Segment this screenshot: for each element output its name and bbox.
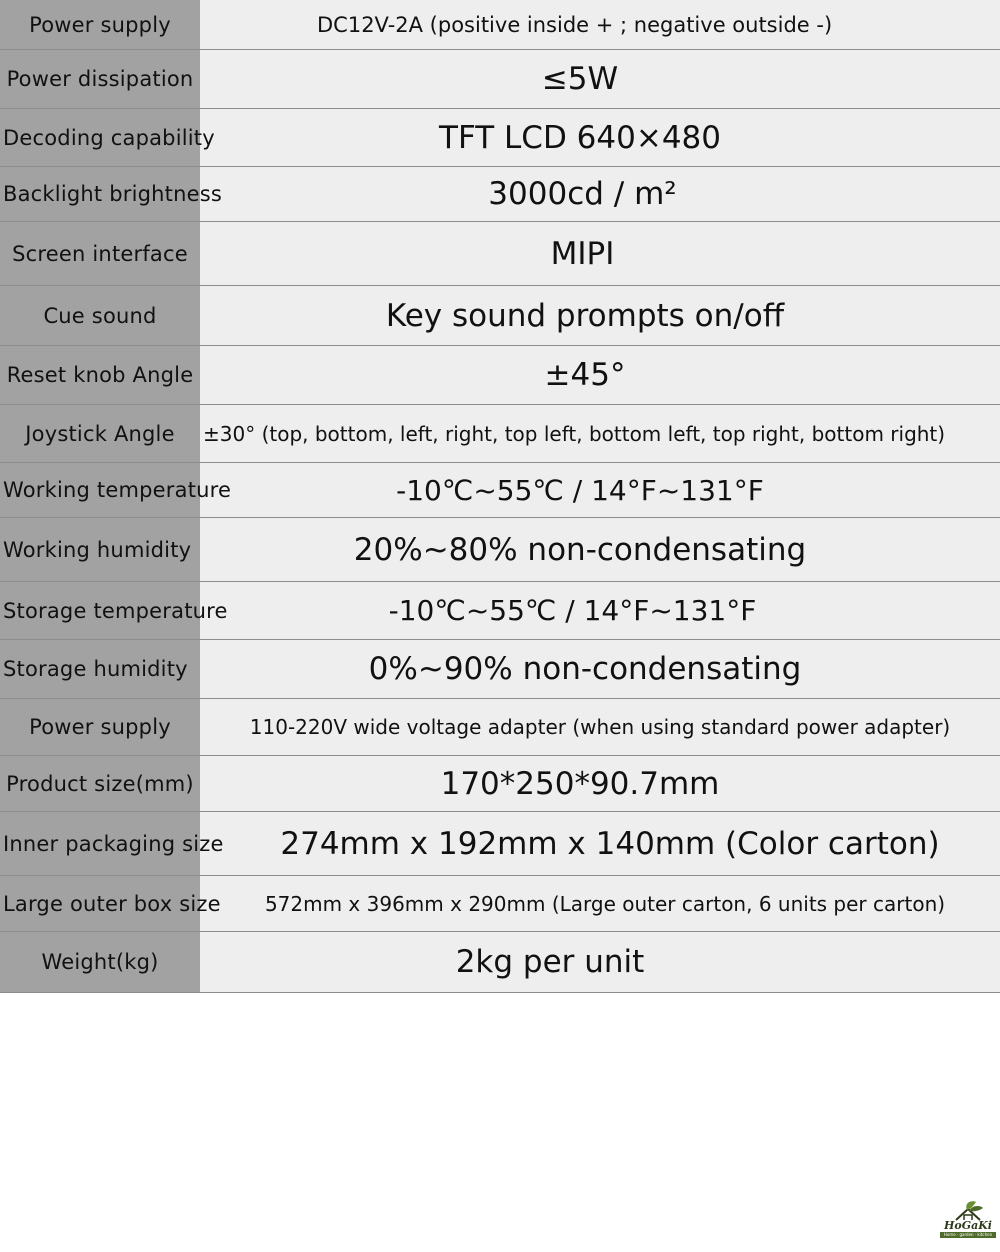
spec-row-working-temperature bbox=[0, 463, 1000, 518]
spec-label-text: Large outer box size bbox=[3, 891, 221, 916]
spec-label bbox=[0, 932, 200, 992]
spec-value: 0%~90% non-condensating bbox=[200, 640, 1000, 698]
spec-row-storage-humidity bbox=[0, 640, 1000, 699]
spec-label bbox=[0, 405, 200, 462]
spec-row-backlight-brightness bbox=[0, 167, 1000, 222]
spec-value: Key sound prompts on/off bbox=[200, 286, 1000, 345]
spec-label-text: Inner packaging size bbox=[3, 831, 224, 856]
spec-label-text: Decoding capability bbox=[3, 125, 215, 150]
spec-label-text: Working humidity bbox=[3, 537, 192, 562]
spec-row-inner-packaging-size bbox=[0, 812, 1000, 876]
spec-label bbox=[0, 0, 200, 49]
spec-label bbox=[0, 222, 200, 285]
spec-value: ±45° bbox=[200, 346, 1000, 404]
spec-label bbox=[0, 699, 200, 755]
spec-row-product-size bbox=[0, 756, 1000, 812]
spec-label-text: Product size(mm) bbox=[6, 771, 194, 796]
spec-value: ±30° (top, bottom, left, right, top left, bottom left, top right, bottom right) bbox=[200, 405, 1000, 462]
spec-label bbox=[0, 167, 222, 221]
spec-label-text: Storage temperature bbox=[3, 598, 228, 623]
spec-label bbox=[0, 812, 224, 875]
spec-label-text: Working temperature bbox=[3, 478, 232, 502]
spec-value: 20%~80% non-condensating bbox=[200, 518, 1000, 581]
spec-label bbox=[0, 876, 221, 931]
spec-label-text: Storage humidity bbox=[3, 657, 188, 681]
spec-value: -10℃~55℃ / 14°F~131°F bbox=[200, 463, 1000, 517]
spec-label bbox=[0, 346, 200, 404]
brand-logo bbox=[940, 1200, 996, 1242]
spec-label-text: Weight(kg) bbox=[41, 950, 159, 974]
spec-label bbox=[0, 518, 200, 581]
spec-label bbox=[0, 50, 200, 108]
spec-label-text: Power supply bbox=[29, 12, 171, 37]
spec-value: 3000cd / m² bbox=[200, 167, 1000, 221]
spec-row-working-humidity bbox=[0, 518, 1000, 582]
spec-label-text: Backlight brightness bbox=[3, 182, 222, 206]
spec-value: MIPI bbox=[200, 222, 1000, 285]
spec-row-reset-knob-angle bbox=[0, 346, 1000, 405]
spec-row-power-supply-adapter bbox=[0, 699, 1000, 756]
spec-label bbox=[0, 582, 228, 639]
spec-row-cue-sound bbox=[0, 286, 1000, 346]
spec-label-text: Cue sound bbox=[43, 303, 157, 328]
spec-label bbox=[0, 640, 200, 698]
spec-row-weight bbox=[0, 932, 1000, 993]
logo-name: HoGaKi bbox=[944, 1219, 992, 1232]
spec-value: 170*250*90.7mm bbox=[200, 756, 1000, 811]
spec-label bbox=[0, 109, 215, 166]
spec-value: DC12V-2A (positive inside + ; negative outside -) bbox=[200, 0, 1000, 49]
spec-label-text: Screen interface bbox=[12, 241, 188, 266]
spec-value: ≤5W bbox=[200, 50, 1000, 108]
spec-row-screen-interface bbox=[0, 222, 1000, 286]
spec-row-storage-temperature bbox=[0, 582, 1000, 640]
spec-value: -10℃~55℃ / 14°F~131°F bbox=[200, 582, 1000, 639]
spec-row-power-dissipation bbox=[0, 50, 1000, 109]
spec-label-text: Joystick Angle bbox=[25, 421, 175, 446]
spec-row-decoding-capability bbox=[0, 109, 1000, 167]
spec-value: 274mm x 192mm x 140mm (Color carton) bbox=[200, 812, 1000, 875]
spec-label-text: Power dissipation bbox=[6, 67, 194, 91]
spec-value: 2kg per unit bbox=[200, 932, 1000, 992]
spec-label bbox=[0, 756, 200, 811]
spec-label-text: Power supply bbox=[29, 715, 171, 739]
spec-row-power-supply bbox=[0, 0, 1000, 50]
logo-tagline: Home · garden · kitchen bbox=[940, 1232, 996, 1238]
spec-label bbox=[0, 286, 200, 345]
spec-value: 110-220V wide voltage adapter (when using standard power adapter) bbox=[200, 699, 1000, 755]
spec-label-text: Reset knob Angle bbox=[6, 363, 194, 387]
spec-label bbox=[0, 463, 232, 517]
spec-value: TFT LCD 640×480 bbox=[200, 109, 1000, 166]
spec-row-joystick-angle bbox=[0, 405, 1000, 463]
spec-value: 572mm x 396mm x 290mm (Large outer carton, 6 units per carton) bbox=[200, 876, 1000, 931]
spec-row-large-outer-box-size bbox=[0, 876, 1000, 932]
